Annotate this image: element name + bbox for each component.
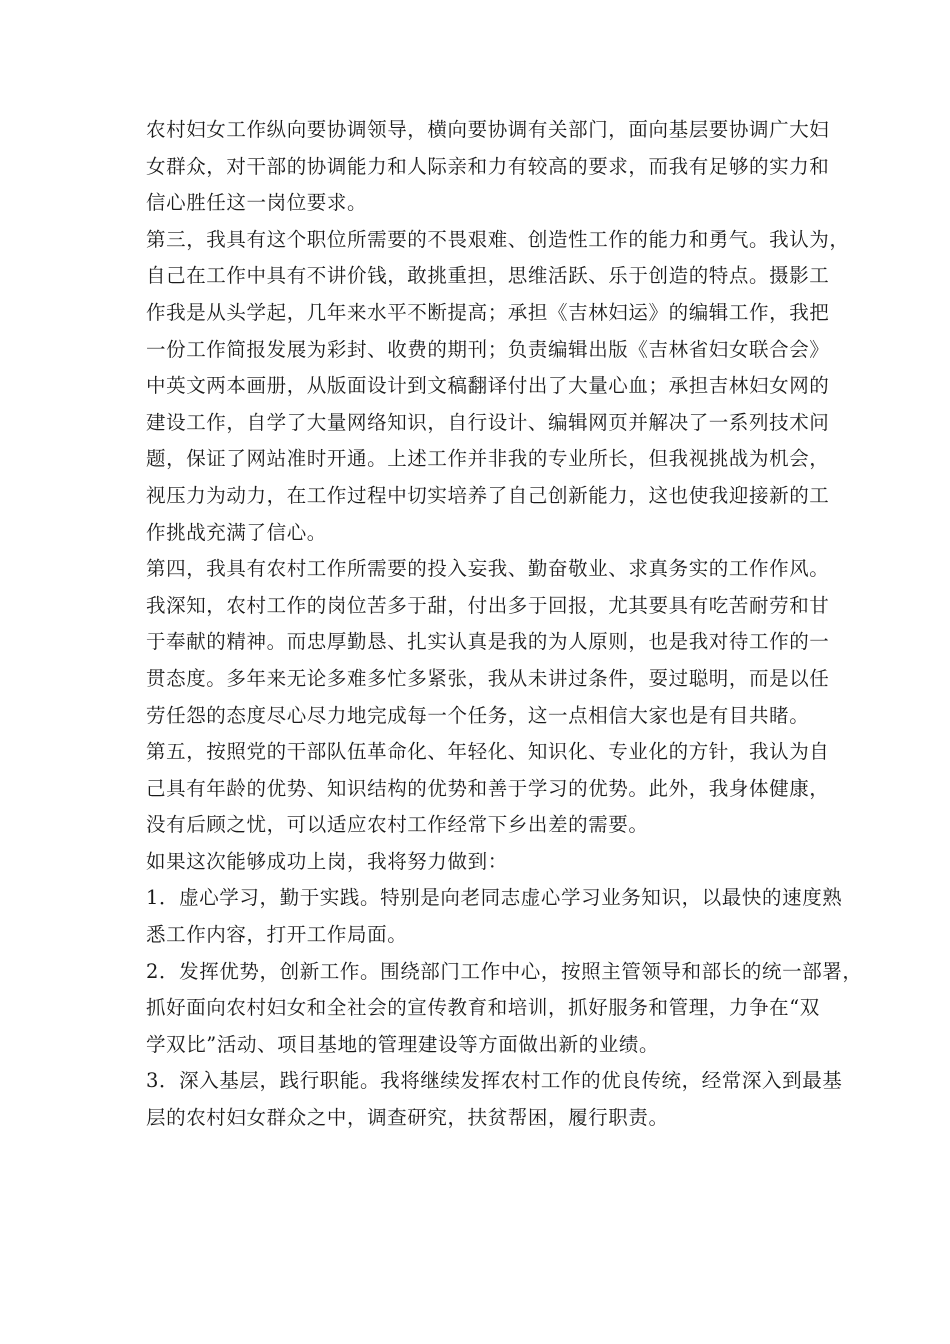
text-line: 没有后顾之忧，可以适应农村工作经常下乡出差的需要。 xyxy=(146,813,649,837)
text-line: 1．虚心学习，勤于实践。特别是向老同志虚心学习业务知识，以最快的速度熟 xyxy=(146,886,843,910)
text-line: 贯态度。多年来无论多难多忙多紧张，我从未讲过条件，耍过聪明，而是以任 xyxy=(146,666,830,690)
text-line: 己具有年龄的优势、知识结构的优势和善于学习的优势。此外，我身体健康， xyxy=(146,776,830,800)
text-line: 题，保证了网站准时开通。上述工作并非我的专业所长，但我视挑战为机会， xyxy=(146,447,830,471)
text-line: 2．发挥优势，创新工作。围绕部门工作中心，按照主管领导和部长的统一部署， xyxy=(146,959,863,983)
text-line: 劳任怨的态度尽心尽力地完成每一个任务，这一点相信大家也是有目共睹。 xyxy=(146,703,810,727)
text-line: 第三，我具有这个职位所需要的不畏艰难、创造性工作的能力和勇气。我认为， xyxy=(146,227,850,251)
text-line: 抓好面向农村妇女和全社会的宣传教育和培训，抓好服务和管理，力争在“双 xyxy=(146,996,820,1020)
text-line: 视压力为动力，在工作过程中切实培养了自己创新能力，这也使我迎接新的工 xyxy=(146,483,830,507)
text-line: 学双比”活动、项目基地的管理建设等方面做出新的业绩。 xyxy=(146,1032,660,1056)
text-line: 我深知，农村工作的岗位苦多于甜，付出多于回报，尤其要具有吃苦耐劳和甘 xyxy=(146,593,830,617)
text-line: 女群众，对干部的协调能力和人际亲和力有较高的要求，而我有足够的实力和 xyxy=(146,154,830,178)
text-line: 中英文两本画册，从版面设计到文稿翻译付出了大量心血；承担吉林妇女网的 xyxy=(146,374,830,398)
text-line: 作挑战充满了信心。 xyxy=(146,520,327,544)
text-line: 3．深入基层，践行职能。我将继续发挥农村工作的优良传统，经常深入到最基 xyxy=(146,1069,843,1093)
body-text xyxy=(146,112,863,1137)
text-line: 如果这次能够成功上岗，我将努力做到： xyxy=(146,849,508,873)
text-line: 自己在工作中具有不讲价钱，敢挑重担，思维活跃、乐于创造的特点。摄影工 xyxy=(146,264,830,288)
text-line: 第五，按照党的干部队伍革命化、年轻化、知识化、专业化的方针，我认为自 xyxy=(146,740,830,764)
text-line: 作我是从头学起，几年来水平不断提高；承担《吉林妇运》的编辑工作，我把 xyxy=(146,300,830,324)
text-line: 层的农村妇女群众之中，调查研究，扶贫帮困，履行职责。 xyxy=(146,1106,669,1130)
text-line: 悉工作内容，打开工作局面。 xyxy=(146,923,408,947)
text-line: 于奉献的精神。而忠厚勤恳、扎实认真是我的为人原则，也是我对待工作的一 xyxy=(146,630,830,654)
text-line: 信心胜任这一岗位要求。 xyxy=(146,191,368,215)
text-line: 农村妇女工作纵向要协调领导，横向要协调有关部门，面向基层要协调广大妇 xyxy=(146,118,830,141)
text-line: 第四，我具有农村工作所需要的投入妄我、勤奋敬业、求真务实的工作作风。 xyxy=(146,557,830,581)
text-line: 一份工作简报发展为彩封、收费的期刊；负责编辑出版《吉林省妇女联合会》 xyxy=(146,337,830,361)
text-line: 建设工作，自学了大量网络知识，自行设计、编辑网页并解决了一系列技术问 xyxy=(146,410,830,434)
